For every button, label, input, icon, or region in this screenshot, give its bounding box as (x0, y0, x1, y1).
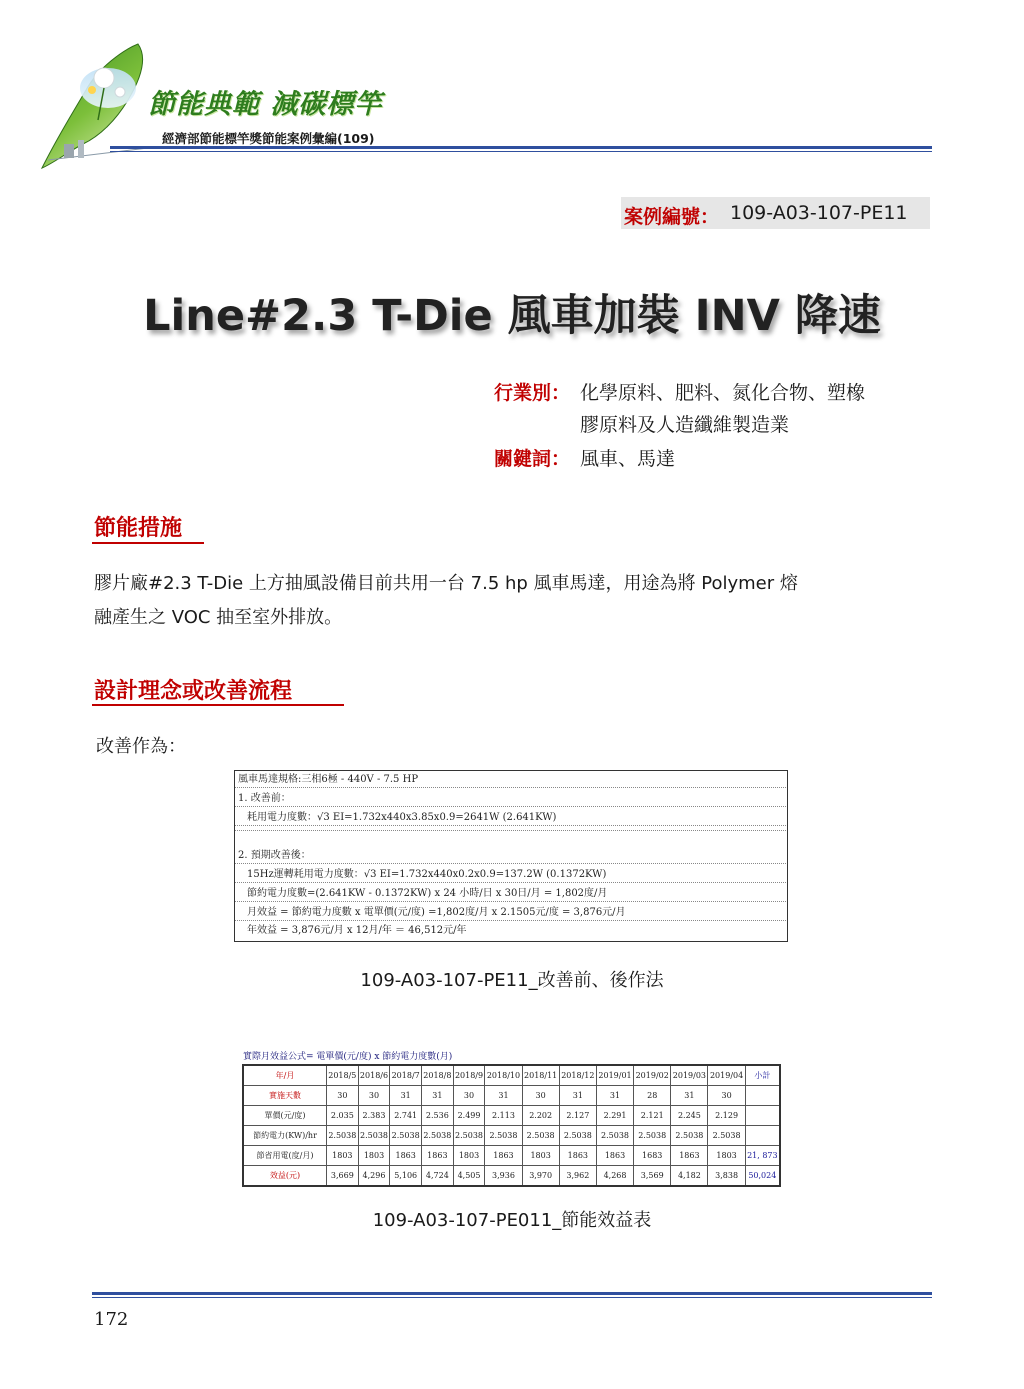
section-title-measures: 節能措施 (94, 516, 183, 541)
calc-row: 2. 預期改善後： (235, 849, 786, 864)
table-cell: 2.536 (422, 1106, 454, 1126)
table-cell: 2.202 (522, 1106, 559, 1126)
table-cell: 2.035 (327, 1106, 359, 1126)
table-cell: 31 (559, 1086, 596, 1106)
table-header-cell: 2018/12 (559, 1065, 596, 1086)
table-header-cell: 小計 (745, 1065, 780, 1086)
table-cell (745, 1106, 780, 1126)
table-cell: 1683 (634, 1146, 671, 1166)
table-cell: 3,569 (634, 1166, 671, 1187)
table-row (243, 1146, 780, 1166)
table-row (243, 1086, 780, 1106)
table-cell: 2.129 (708, 1106, 745, 1126)
calc-row: 耗用電力度數：√3 EI=1.732x440x3.85x0.9=2641W (2.641KW) (235, 811, 786, 826)
table-header-cell: 2018/5 (327, 1065, 359, 1086)
table-cell: 1803 (327, 1146, 359, 1166)
table-cell: 30 (358, 1086, 390, 1106)
table-cell (745, 1126, 780, 1146)
industry-value-line2: 膠原料及人造纖維製造業 (580, 414, 790, 436)
table-cell: 1803 (358, 1146, 390, 1166)
table-cell: 28 (634, 1086, 671, 1106)
header-rule-thin (110, 151, 932, 152)
table-header-cell: 2018/11 (522, 1065, 559, 1086)
table-header-cell: 2018/7 (390, 1065, 422, 1086)
table-header-cell: 2019/04 (708, 1065, 745, 1086)
benefit-table-caption: 109-A03-107-PE011_節能效益表 (372, 1210, 652, 1231)
brand-subtitle: 經濟部節能標竿獎節能案例彙編(109) (162, 131, 375, 146)
table-cell: 1803 (453, 1146, 485, 1166)
table-cell: 2.5038 (390, 1126, 422, 1146)
table-cell: 2.245 (671, 1106, 708, 1126)
table-cell: 31 (671, 1086, 708, 1106)
row-label: 單價(元/度) (243, 1106, 327, 1126)
calc-caption: 109-A03-107-PE11_改善前、後作法 (360, 970, 664, 991)
table-cell: 1863 (485, 1146, 522, 1166)
table-cell: 5,106 (390, 1166, 422, 1187)
table-cell: 4,724 (422, 1166, 454, 1187)
table-header-row (243, 1065, 780, 1086)
benefit-table-title: 實際月效益公式= 電單價(元/度) x 節約電力度數(月) (243, 1052, 453, 1062)
section-underline (92, 704, 344, 706)
table-cell: 3,962 (559, 1166, 596, 1187)
table-cell: 1863 (559, 1146, 596, 1166)
table-cell: 2.5038 (634, 1126, 671, 1146)
keywords-label: 關鍵詞： (494, 448, 571, 470)
improvement-intro: 改善作為： (96, 736, 186, 757)
table-cell: 2.5038 (358, 1126, 390, 1146)
table-cell: 4,268 (596, 1166, 633, 1187)
table-header-cell: 2019/03 (671, 1065, 708, 1086)
table-cell: 3,936 (485, 1166, 522, 1187)
table-cell: 1863 (596, 1146, 633, 1166)
table-header-cell: 2019/02 (634, 1065, 671, 1086)
measures-text-line1: 膠片廠#2.3 T-Die 上方抽風設備目前共用一台 7.5 hp 風車馬達，用途為將 Polymer 熔 (94, 573, 798, 594)
table-header-cell: 2018/8 (422, 1065, 454, 1086)
header-rule (110, 146, 932, 149)
table-cell: 1803 (522, 1146, 559, 1166)
page-title: Line#2.3 T-Die 風車加裝 INV 降速 (143, 291, 881, 341)
table-cell: 4,296 (358, 1166, 390, 1187)
table-cell: 2.127 (559, 1106, 596, 1126)
table-cell: 31 (485, 1086, 522, 1106)
table-cell: 1863 (390, 1146, 422, 1166)
table-cell: 2.5038 (708, 1126, 745, 1146)
table-cell: 3,669 (327, 1166, 359, 1187)
page-number: 172 (94, 1309, 129, 1330)
benefit-table (242, 1064, 781, 1187)
industry-label: 行業別： (494, 382, 571, 404)
table-header-cell: 2019/01 (596, 1065, 633, 1086)
table-cell: 30 (522, 1086, 559, 1106)
calc-row: 1. 改善前： (235, 792, 786, 807)
table-cell: 2.291 (596, 1106, 633, 1126)
calc-row: 15Hz運轉耗用電力度數：√3 EI=1.732x440x0.2x0.9=137.2W (0.1372KW) (235, 868, 786, 883)
table-cell: 30 (708, 1086, 745, 1106)
table-cell: 2.5038 (422, 1126, 454, 1146)
table-cell: 2.5038 (522, 1126, 559, 1146)
table-cell: 2.5038 (559, 1126, 596, 1146)
table-cell: 2.383 (358, 1106, 390, 1126)
measures-text-line2: 融產生之 VOC 抽至室外排放。 (94, 607, 343, 628)
table-cell: 2.499 (453, 1106, 485, 1126)
row-label: 節省用電(度/月) (243, 1146, 327, 1166)
calc-row: 風車馬達規格:三相6極 - 440V - 7.5 HP (235, 773, 786, 788)
calc-row: 月效益 = 節約電力度數 x 電單價(元/度) =1,802度/月 x 2.1505元/度 = 3,876元/月 (235, 906, 786, 921)
table-cell: 31 (390, 1086, 422, 1106)
section-underline (92, 542, 204, 544)
table-header-cell: 2018/10 (485, 1065, 522, 1086)
brand-title: 節能典範 減碳標竿 (148, 89, 383, 120)
calc-row (235, 830, 786, 831)
table-cell: 30 (327, 1086, 359, 1106)
case-number-value: 109-A03-107-PE11 (730, 202, 908, 224)
table-cell: 21, 873 (745, 1146, 780, 1166)
calc-row: 節約電力度數=(2.641KW - 0.1372KW) x 24 小時/日 x 30日/月 = 1,802度/月 (235, 887, 786, 902)
table-cell: 1863 (422, 1146, 454, 1166)
table-cell: 3,970 (522, 1166, 559, 1187)
table-header-cell: 2018/9 (453, 1065, 485, 1086)
table-cell: 31 (422, 1086, 454, 1106)
table-cell: 2.5038 (671, 1126, 708, 1146)
table-cell: 2.113 (485, 1106, 522, 1126)
section-title-design: 設計理念或改善流程 (94, 679, 293, 704)
table-row (243, 1166, 780, 1187)
table-cell: 2.5038 (485, 1126, 522, 1146)
table-cell: 30 (453, 1086, 485, 1106)
row-label: 節約電力(KW)/hr (243, 1126, 327, 1146)
calculation-box (234, 770, 788, 942)
table-cell: 2.5038 (453, 1126, 485, 1146)
table-cell: 2.741 (390, 1106, 422, 1126)
row-label: 效益(元) (243, 1166, 327, 1187)
table-cell: 50,024 (745, 1166, 780, 1187)
keywords-value: 風車、馬達 (580, 448, 676, 470)
case-number-label: 案例編號： (624, 206, 720, 228)
row-label: 實施天數 (243, 1086, 327, 1106)
table-header-cell: 年/月 (243, 1065, 327, 1086)
footer-rule-thin (92, 1297, 932, 1298)
table-cell: 3,838 (708, 1166, 745, 1187)
table-cell: 2.5038 (327, 1126, 359, 1146)
table-cell: 2.5038 (596, 1126, 633, 1146)
table-cell: 31 (596, 1086, 633, 1106)
table-row (243, 1126, 780, 1146)
table-cell: 1803 (708, 1146, 745, 1166)
table-cell: 2.121 (634, 1106, 671, 1126)
calc-row: 年效益 = 3,876元/月 x 12月/年 ＝ 46,512元/年 (247, 925, 467, 936)
table-cell: 1863 (671, 1146, 708, 1166)
table-header-cell: 2018/6 (358, 1065, 390, 1086)
table-cell (745, 1086, 780, 1106)
table-row (243, 1106, 780, 1126)
industry-value-line1: 化學原料、肥料、氮化合物、塑橡 (580, 382, 866, 404)
table-cell: 4,505 (453, 1166, 485, 1187)
footer-rule (92, 1292, 932, 1295)
table-cell: 4,182 (671, 1166, 708, 1187)
